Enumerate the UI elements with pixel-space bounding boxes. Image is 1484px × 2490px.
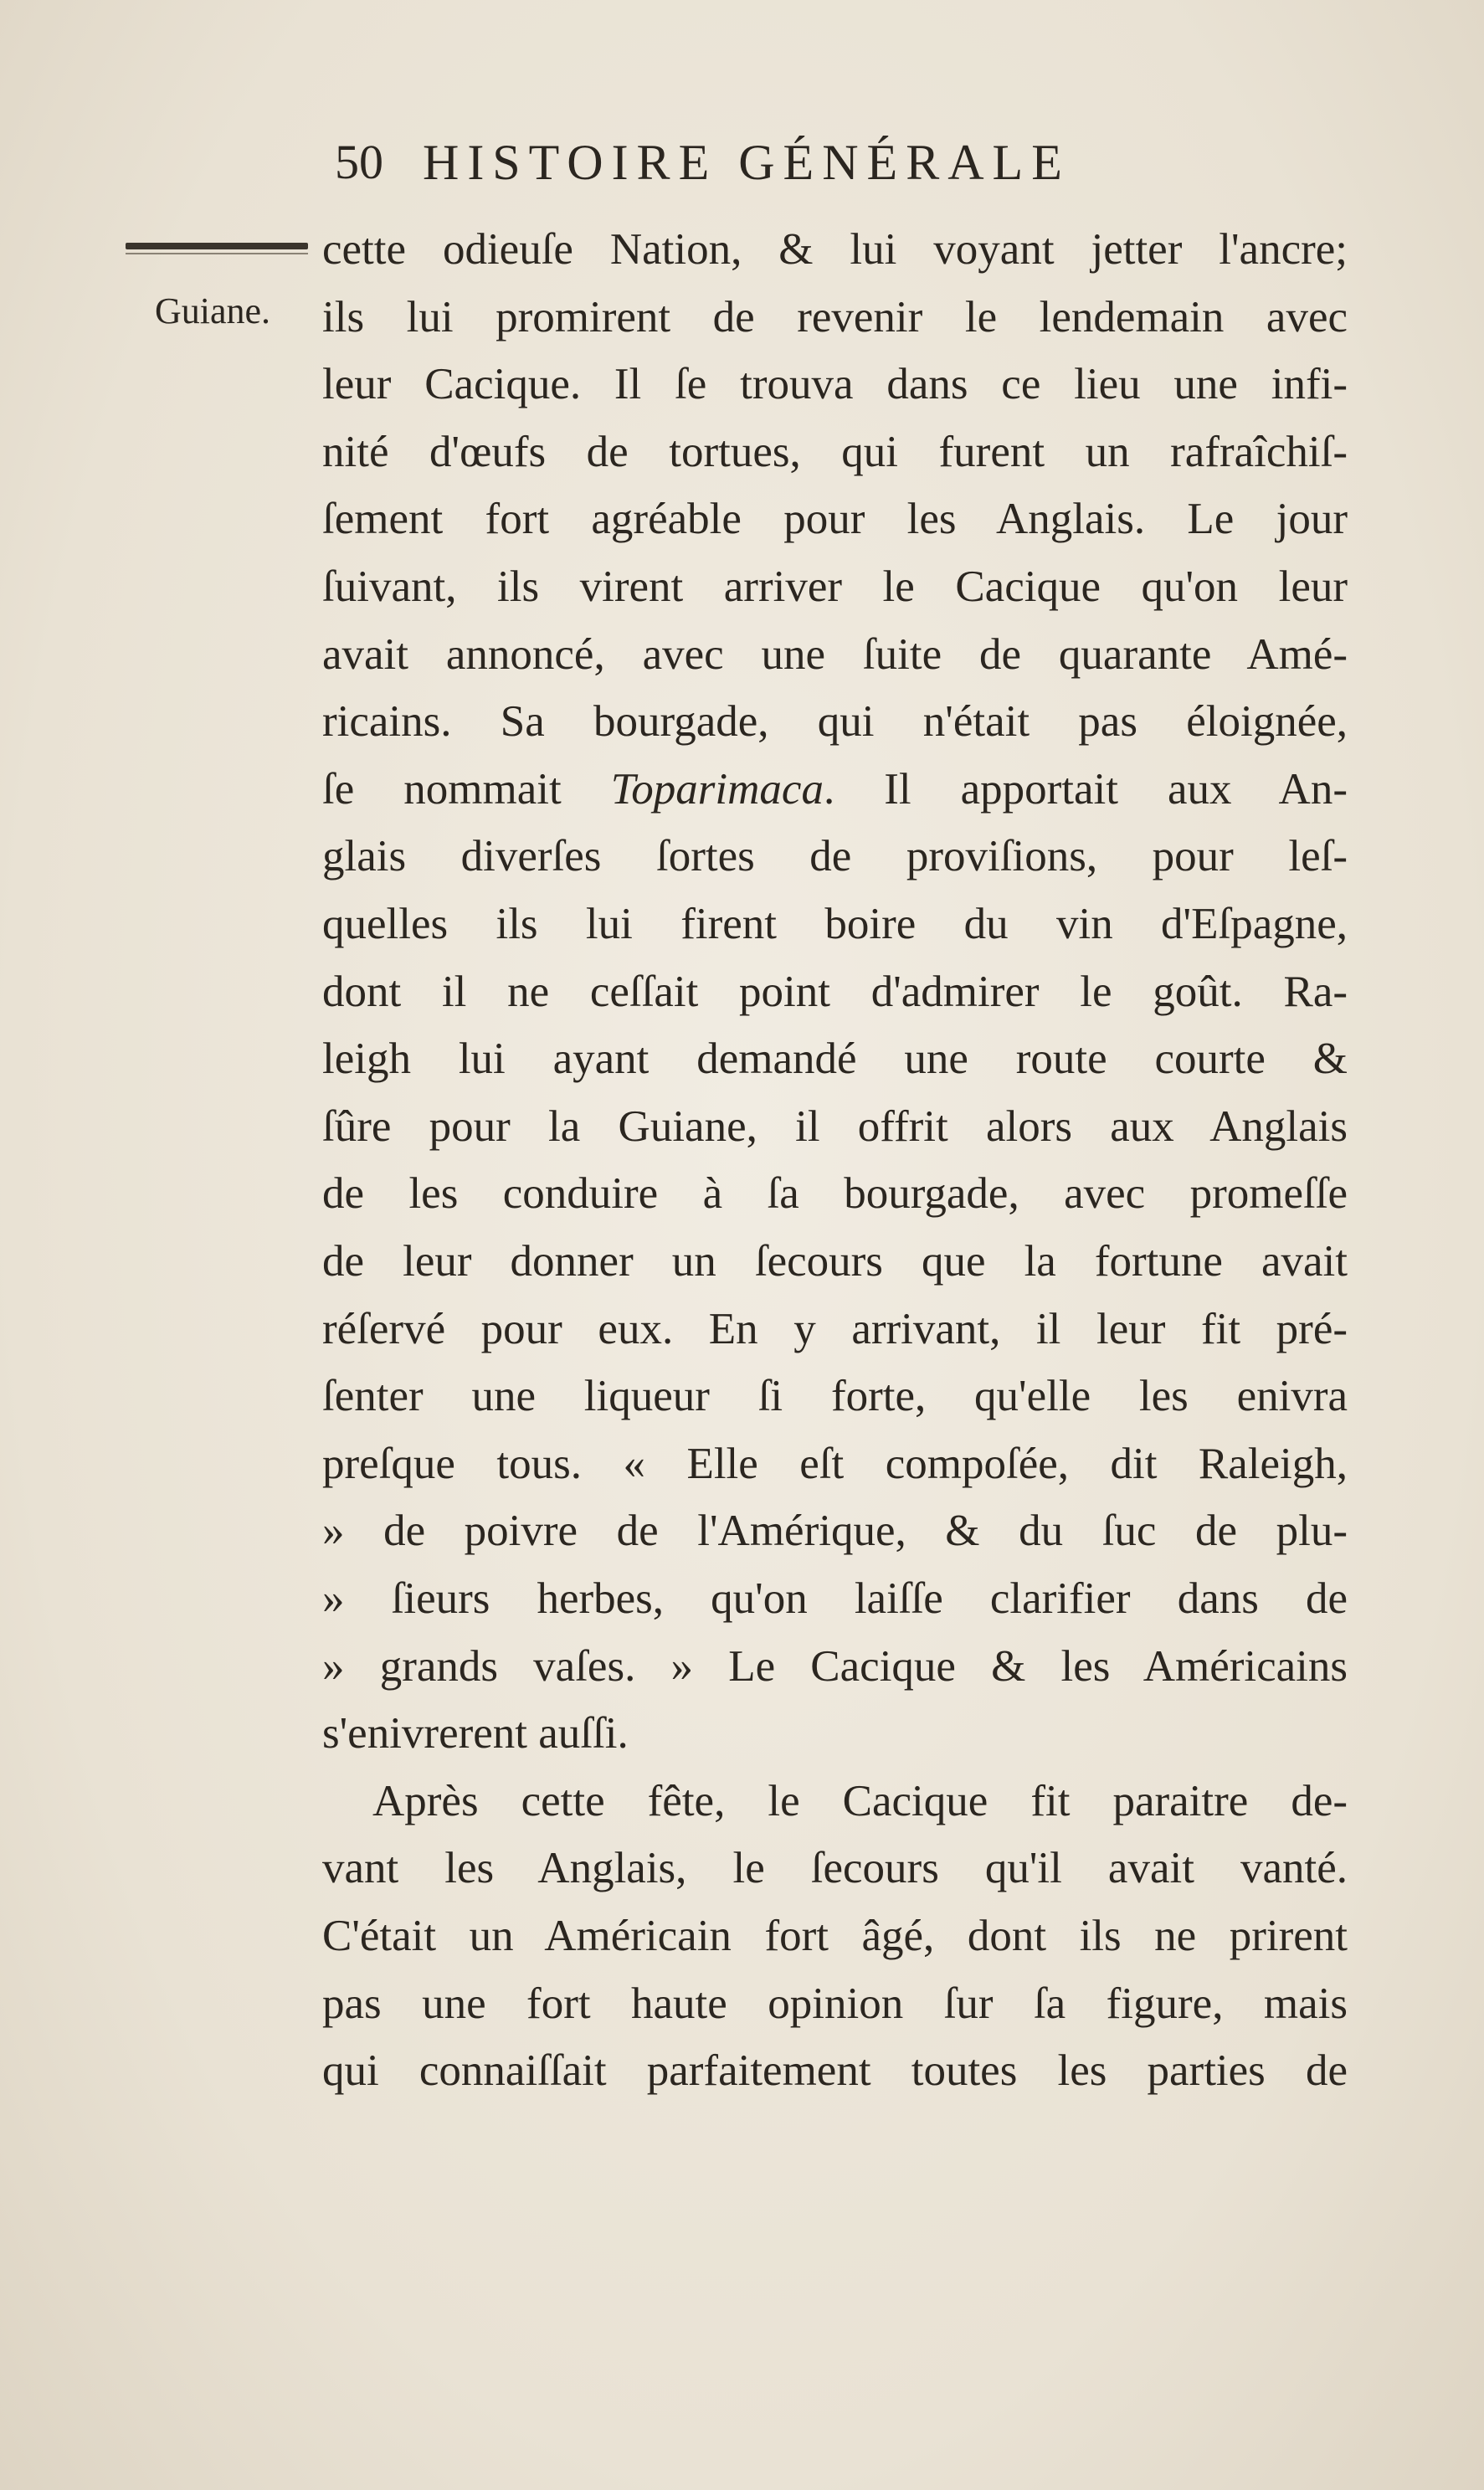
text-line: » ſieurs herbes, qu'on laiſſe clarifier dans de bbox=[322, 1574, 1348, 1623]
text-line: glais diverſes ſortes de proviſions, pour leſ- bbox=[322, 832, 1348, 881]
text-line: nité d'œufs de tortues, qui furent un rafraîchiſ- bbox=[322, 427, 1348, 476]
text-line: » de poivre de l'Amérique, & du ſuc de plu- bbox=[322, 1507, 1348, 1556]
text-line: s'enivrerent auſſi. bbox=[322, 1709, 629, 1758]
text-line: leigh lui ayant demandé une route courte & bbox=[322, 1035, 1348, 1084]
text-line: ricains. Sa bourgade, qui n'était pas éloignée, bbox=[322, 697, 1348, 747]
running-title: HISTOIRE GÉNÉRALE bbox=[423, 135, 1071, 190]
text-line: pas une fort haute opinion ſur ſa figure, mais bbox=[322, 1979, 1348, 2028]
text-line: réſervé pour eux. En y arrivant, il leur fit pré- bbox=[322, 1304, 1348, 1353]
text-line: preſque tous. « Elle eſt compoſée, dit Raleigh, bbox=[322, 1439, 1348, 1488]
text-line: ſement fort agréable pour les Anglais. Le jour bbox=[322, 495, 1348, 544]
text-line: leur Cacique. Il ſe trouva dans ce lieu une infi- bbox=[322, 360, 1348, 409]
margin-rule bbox=[126, 243, 308, 249]
margin-note: Guiane. bbox=[155, 290, 271, 331]
text-line: vant les Anglais, le ſecours qu'il avait vanté. bbox=[322, 1844, 1348, 1893]
text-line: de les conduire à ſa bourgade, avec promeſſe bbox=[322, 1169, 1348, 1219]
place-name: Toparimaca bbox=[610, 764, 824, 814]
text-line: quelles ils lui firent boire du vin d'Eſpagne, bbox=[322, 900, 1348, 948]
text-line: qui connaiſſait parfaitement toutes les parties de bbox=[322, 2046, 1348, 2096]
text-line: dont il ne ceſſait point d'admirer le goût. Ra- bbox=[322, 967, 1348, 1016]
text-line: cette odieuſe Nation, & lui voyant jetter l'ancre; bbox=[322, 225, 1348, 274]
text-line: ſenter une liqueur ſi forte, qu'elle les enivra bbox=[322, 1372, 1348, 1421]
text-line: ſuivant, ils virent arriver le Cacique qu'on leur bbox=[322, 562, 1348, 611]
text-line: Après cette fête, le Cacique fit paraitre de- bbox=[372, 1776, 1348, 1825]
text-line: ſe nommait Toparimaca. Il apportait aux An- bbox=[322, 764, 1348, 814]
margin-rule-thin bbox=[126, 253, 308, 254]
text-line: C'était un Américain fort âgé, dont ils ne prirent bbox=[322, 1912, 1348, 1960]
page-number: 50 bbox=[335, 135, 383, 189]
text-line: » grands vaſes. » Le Cacique & les Américains bbox=[322, 1641, 1348, 1691]
text-line: ſûre pour la Guiane, il offrit alors aux Anglais bbox=[322, 1101, 1348, 1151]
text-line: ils lui promirent de revenir le lendemain avec bbox=[322, 292, 1348, 341]
text-line: de leur donner un ſecours que la fortune avait bbox=[322, 1237, 1348, 1286]
text-line: avait annoncé, avec une ſuite de quarante Amé- bbox=[322, 629, 1348, 679]
